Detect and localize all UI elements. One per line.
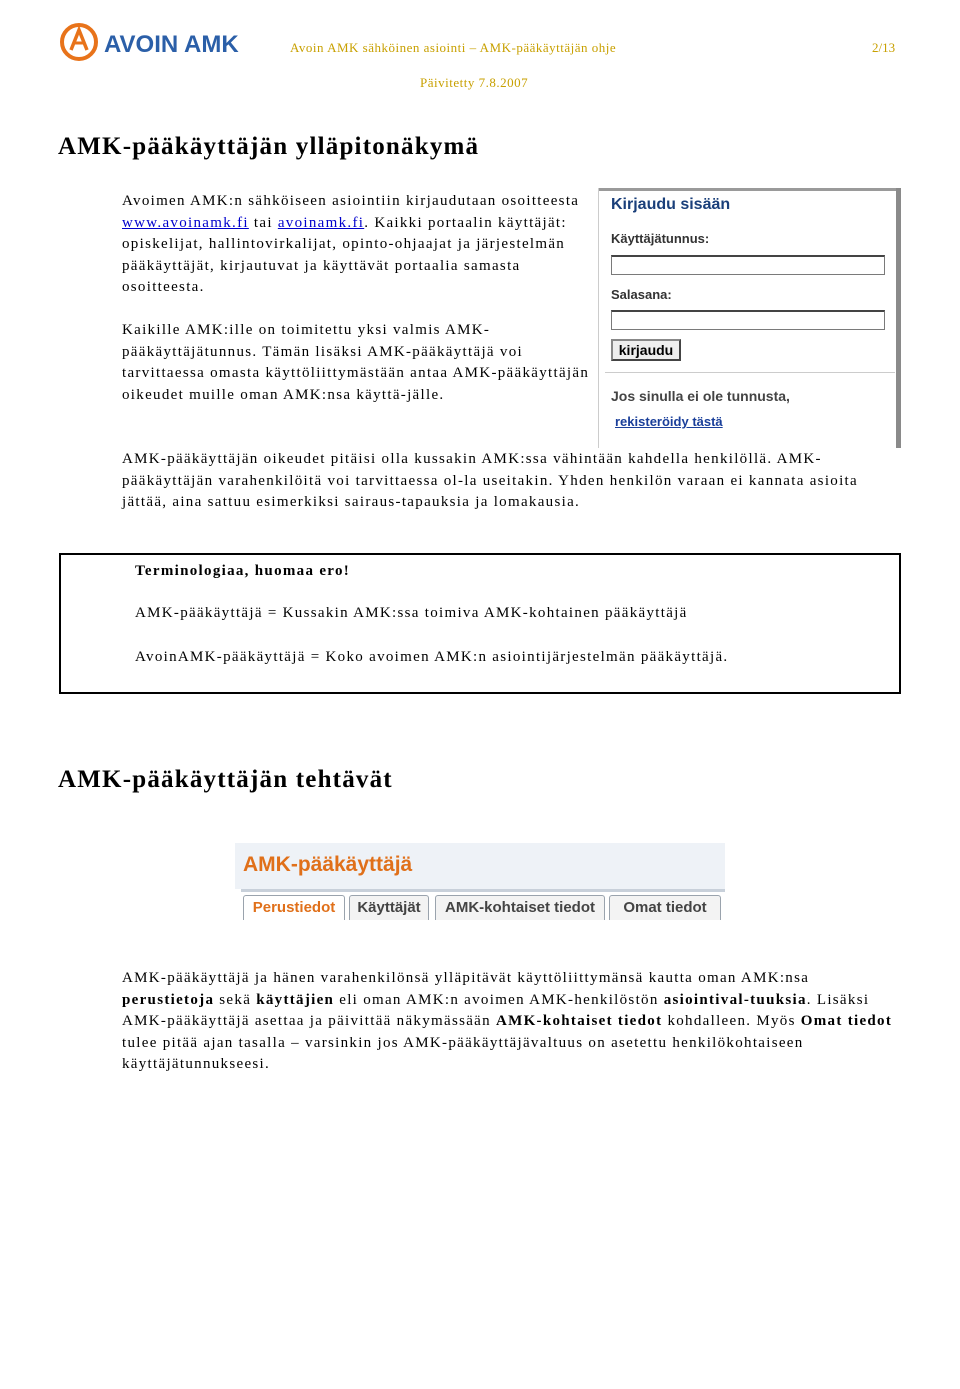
password-label: Salasana: [611, 287, 672, 302]
p4-bold-omat-tiedot: Omat tiedot [800, 1013, 893, 1029]
p4-bold-amk-kohtaiset-tiedot: AMK-kohtaiset tiedot [495, 1013, 663, 1029]
terminology-line-avoinamk-admin: AvoinAMK-pääkäyttäjä = Koko avoimen AMK:n asiointijärjestelmän pääkäyttäjä. [135, 649, 729, 665]
register-link[interactable]: rekisteröidy tästä [615, 414, 723, 429]
tabs-screenshot [235, 843, 725, 920]
no-account-text: Jos sinulla ei ole tunnusta, [611, 388, 790, 404]
tab-omat-tiedot[interactable]: Omat tiedot [609, 895, 721, 920]
terminology-title: Terminologiaa, huomaa ero! [135, 563, 351, 579]
paragraph-admin-rights: AMK-pääkäyttäjän oikeudet pitäisi olla kussakin AMK:ssa vähintään kahdella henkilöllä. AMK-pääkäyttäjän varahenkilöitä voi tarvittaessa ol-la useitakin. Yhden henkilön varaan ei kannata asioita jättää, aina sattuu esimerkiksi sairaus-tapauksia ja lomakausia. [122, 451, 858, 510]
password-field[interactable] [611, 310, 885, 330]
paragraph-login-address [122, 191, 592, 299]
tabs-screenshot-title: AMK-pääkäyttäjä [243, 853, 413, 876]
paragraph-admin-accounts: Kaikille AMK:ille on toimitettu yksi valmis AMK-pääkäyttäjätunnus. Tämän lisäksi AMK-pääkäyttäjä voi tarvittaessa omasta käyttöliittymästään antaa AMK-pääkäyttäjän oikeudet muille oman AMK:nsa käyttä-jälle. [122, 322, 590, 403]
p4-bold-asiointivaltuuksia: asiointival-tuuksia [663, 991, 807, 1008]
login-top-border [599, 188, 901, 191]
tab-perustiedot[interactable]: Perustiedot [243, 895, 345, 920]
p1-text-pre: Avoimen AMK:n sähköiseen asiointiin kirjaudutaan osoitteesta [122, 193, 580, 209]
logo-text: AVOIN AMK [104, 31, 239, 58]
login-divider [605, 372, 895, 373]
avoin-amk-logo [58, 20, 240, 66]
link-avoinamk[interactable]: avoinamk.fi [277, 214, 365, 231]
section-heading-tasks: AMK-pääkäyttäjän tehtävät [58, 766, 393, 793]
section-heading-maintenance-view: AMK-pääkäyttäjän ylläpitonäkymä [58, 133, 480, 160]
login-screenshot [598, 188, 901, 448]
login-button[interactable]: kirjaudu [611, 339, 681, 361]
p4-text-f: kohdalleen. Myös [662, 1013, 801, 1029]
tab-kayttajat[interactable]: Käyttäjät [349, 895, 429, 920]
p4-text-d: eli oman AMK:n avoimen AMK-henkilöstön [334, 991, 664, 1008]
login-side-bar [896, 188, 901, 448]
p4-text-e: . Lisäksi AMK-pääkäyttäjä asettaa ja päivittää näkymässään [122, 991, 870, 1029]
p1-text-mid: tai [248, 214, 278, 231]
username-field[interactable] [611, 255, 885, 275]
p1-text-post: . Kaikki portaalin käyttäjät: opiskelijat, hallintovirkalijat, opinto-ohjaajat ja järjestelmän pääkäyttäjät, kirjautuvat ja käyttävät portaalia samasta osoitteesta. [122, 214, 567, 295]
page-number: 2/13 [872, 40, 896, 55]
terminology-line-amk-admin: AMK-pääkäyttäjä = Kussakin AMK:ssa toimiva AMK-kohtainen pääkäyttäjä [135, 605, 688, 621]
link-www-avoinamk[interactable]: www.avoinamk.fi [122, 214, 249, 231]
p4-bold-perustietoja: perustietoja [122, 991, 215, 1008]
tabs-rule [241, 889, 725, 892]
p4-bold-kayttajien: käyttäjien [256, 991, 335, 1008]
document-title: Avoin AMK sähköinen asiointi – AMK-pääkäyttäjän ohje [290, 40, 617, 55]
p4-text-c: sekä [214, 991, 257, 1008]
updated-date: Päivitetty 7.8.2007 [420, 75, 529, 90]
login-title: Kirjaudu sisään [611, 196, 731, 213]
paragraph-admin-tasks [122, 968, 902, 1076]
p4-text-a: AMK-pääkäyttäjä ja hänen varahenkilönsä ylläpitävät käyttöliittymänsä kautta oman AMK:nsa [122, 970, 810, 986]
p4-text-g: tulee pitää ajan tasalla – varsinkin jos AMK-pääkäyttäjävaltuus on asetettu henkilökohtaiseen käyttäjätunnukseesi. [122, 1034, 804, 1072]
username-label: Käyttäjätunnus: [611, 231, 710, 246]
tab-amk-kohtaiset-tiedot[interactable]: AMK-kohtaiset tiedot [435, 895, 605, 920]
